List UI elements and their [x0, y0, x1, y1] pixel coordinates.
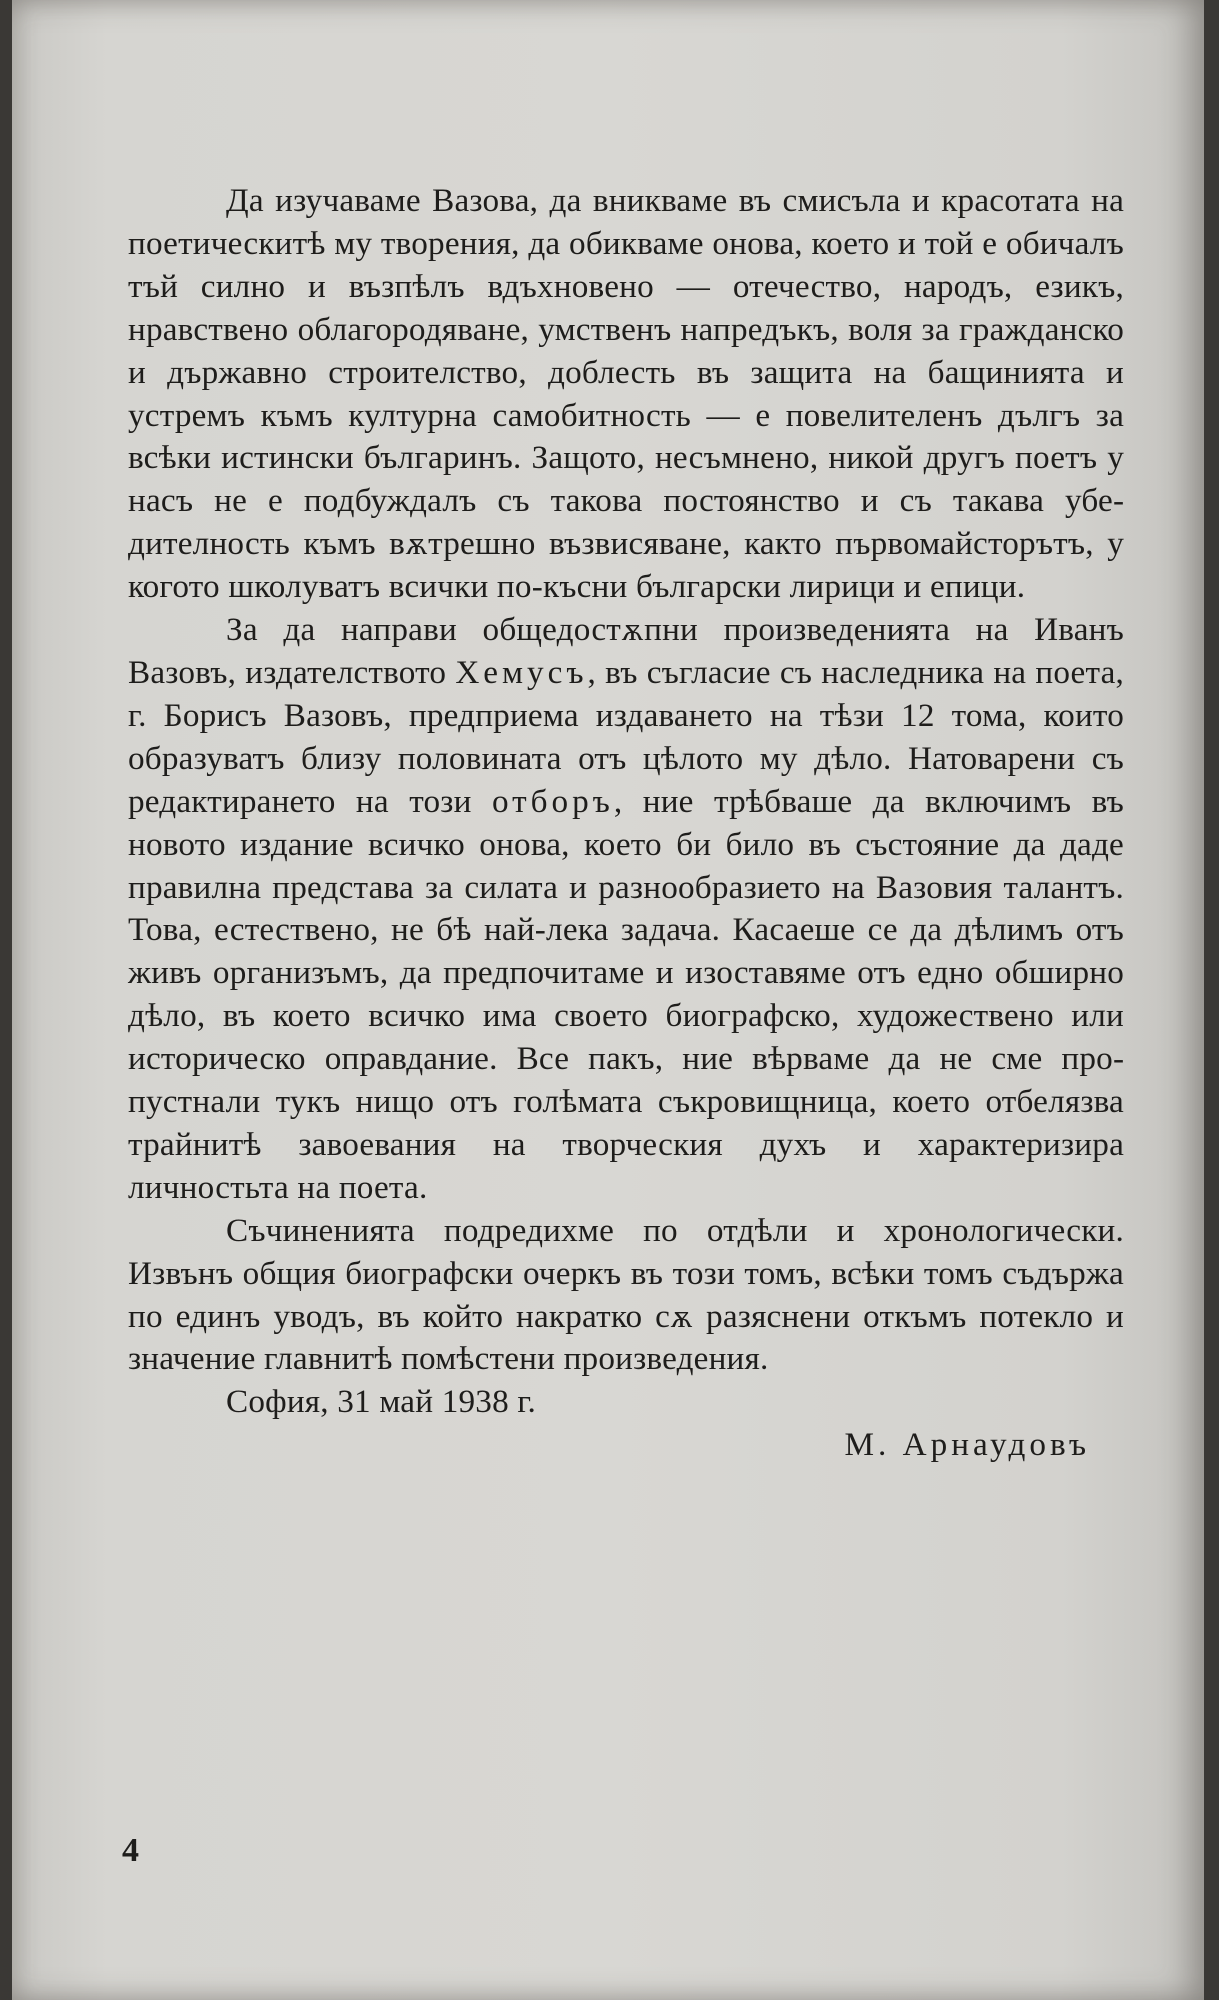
page-number: 4 — [122, 1832, 139, 1869]
signature: М. Арнаудовъ — [844, 1426, 1090, 1464]
dateline: София, 31 май 1938 г. — [226, 1383, 536, 1421]
preface-text — [128, 180, 1124, 1467]
paragraph-2 — [128, 609, 1124, 1210]
paragraph-2-part-2: , въ съгласие съ наследника на поета, г. Борисъ Вазовъ, предприема издаването на тѣзи 12 тома, които образуватъ близу половината отъ цѣлото му дѣло. Натоварени съ редактирането на този — [128, 653, 1124, 820]
paragraph-1: Да изучаваме Вазова, да вникваме въ смисъла и красотата на поетическитѣ му творения, да обикваме онова, което и той е обичалъ тъй силно и възпѣлъ вдъхновено — отечество, народъ, езикъ, нравствено облагородяване, умственъ напредъкъ, воля за гражданско и държавно строителство, доблесть въ защита на бащинията и устремъ къмъ културна самобитность — е повелителенъ дългъ за всѣки истински българинъ. Защото, несъмнено, никой другъ поетъ у насъ не е подбуждалъ съ такова постоянство и съ такава убедителность къмъ вѫтрешно възвисяване, както първомайсторътъ, у когото школуватъ всички по-късни български лирици и епици. — [128, 182, 1124, 606]
publisher-name: Хемусъ — [455, 653, 588, 691]
paragraph-2-part-3: , ние трѣбваше да включимъ въ новото издание всичко онова, което би било въ състояние да даде правилна представа за силата и разнообразието на Вазовия талантъ. Това, естествено, не бѣ най-лека задача. Касаеше се да дѣлимъ отъ живъ организъмъ, да предпочитаме и изоставяме отъ едно обширно дѣло, въ което всичко има своето биографско, художествено или историческо оправдание. Все пакъ, ние вѣрваме да не сме пропустнали тукъ нищо отъ голѣмата съкровищница, което отбелязва трайнитѣ завоевания на творческия духъ и характеризира личностьта на поета. — [128, 782, 1124, 1206]
paragraph-3: Съчиненията подредихме по отдѣли и хронологически. Извънъ общия биографски очеркъ въ този томъ, всѣки томъ съдържа по единъ уводъ, въ който накратко сѫ разяснени откъмъ потекло и значение главнитѣ помѣстени произведения. — [128, 1211, 1124, 1378]
book-page — [12, 0, 1204, 2000]
selection-word: отборъ — [491, 782, 614, 820]
paragraph-2-part-1: За да направи общедостѫпни произведенията на Иванъ Вазовъ, издателството — [128, 611, 1124, 691]
